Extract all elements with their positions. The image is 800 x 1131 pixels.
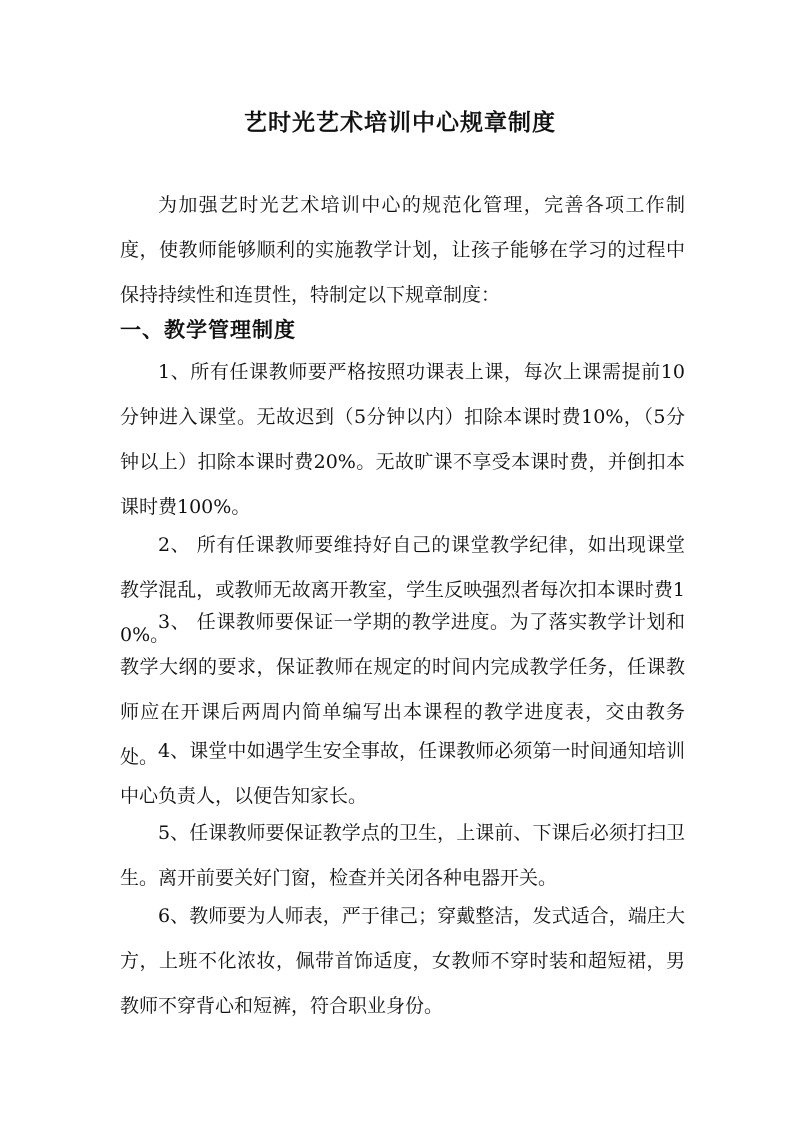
rule-item-2: 2、 所有任课教师要维持好自己的课堂教学纪律，如出现课堂教学混乱，或教师无故离开教室，学生反映强烈者每次扣本课时费10%。	[120, 534, 685, 646]
section-heading-teaching-management: 一、教学管理制度	[120, 318, 296, 342]
rule-item-3: 3、 任课教师要保证一学期的教学进度。为了落实教学计划和教学大纲的要求，保证教师在规定的时间内完成教学任务，任课教师应在开课后两周内简单编写出本课程的教学进度表，交由教务处。	[120, 611, 685, 768]
intro-paragraph: 为加强艺时光艺术培训中心的规范化管理，完善各项工作制度，使教师能够顺利的实施教学计划，让孩子能够在学习的过程中保持持续性和连贯性，特制定以下规章制度：	[120, 194, 685, 306]
rule-item-1: 1、所有任课教师要严格按照功课表上课，每次上课需提前10分钟进入课堂。无故迟到（5分钟以内）扣除本课时费10%，（5分钟以上）扣除本课时费20%。无故旷课不享受本课时费，并倒扣本课时费100%。	[120, 361, 685, 518]
rule-item-4: 4、课堂中如遇学生安全事故，任课教师必须第一时间通知培训中心负责人，以便告知家长。	[120, 740, 685, 807]
rule-item-5: 5、任课教师要保证教学点的卫生，上课前、下课后必须打扫卫生。离开前要关好门窗，检查并关闭各种电器开关。	[120, 822, 685, 889]
document-title: 艺时光艺术培训中心规章制度	[244, 110, 556, 136]
rule-item-6: 6、教师要为人师表，严于律己；穿戴整洁，发式适合，端庄大方，上班不化浓妆，佩带首饰适度，女教师不穿时装和超短裙，男教师不穿背心和短裤，符合职业身份。	[120, 905, 685, 1017]
